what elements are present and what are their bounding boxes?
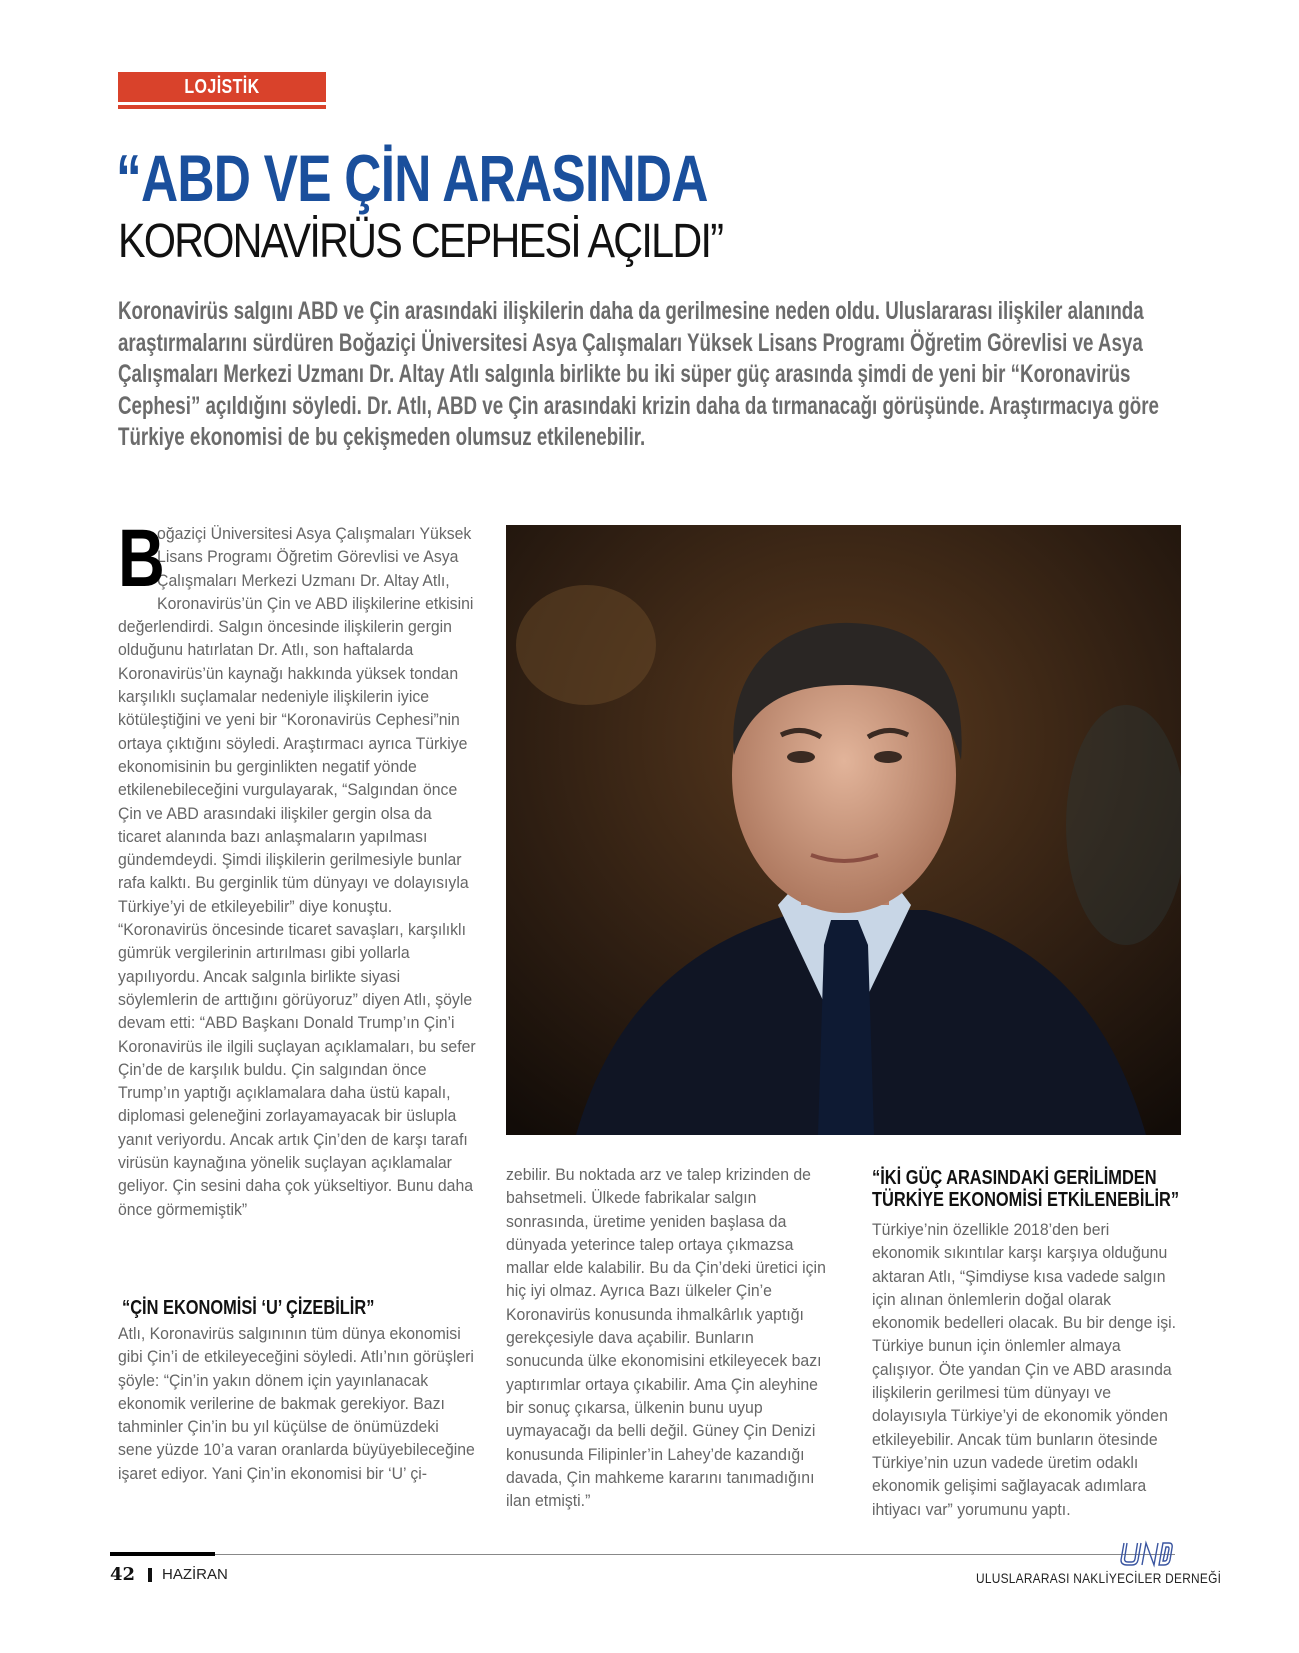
footer-rule [110, 1554, 1175, 1555]
headline-line-2: KORONAVİRÜS CEPHESİ AÇILDI” [118, 215, 723, 268]
body-paragraph: Atlı, Koronavirüs salgınının tüm dünya ekonomisi gibi Çin’i de etkileyeceğini söyledi. Atlı’nın görüşleri şöyle: “Çin’in yakın dönem için yayınlanacak ekonomik verilerine de bakmak gerekiyor. Bazı tahminler Çin’in bu yıl küçülse de önümüzdeki sene yüzde 10’a varan oranlarda büyüyebileceğine işaret ediyor. Yani Çin’in ekonomisi bir ‘U’ çi- [118, 1324, 475, 1483]
body-paragraph: oğaziçi Üniversitesi Asya Çalışmaları Yüksek Lisans Programı Öğretim Görevlisi ve Asya Çalışmaları Merkezi Uzmanı Dr. Altay Atlı, Koronavirüs’ün Çin ve ABD ilişkilerine etkisini değerlendirdi. Salgın öncesinde ilişkilerin gergin olduğunu hatırlatan Dr. Atlı, son haftalarda Koronavirüs’ün kaynağı hakkında yüksek tondan karşılıklı suçlamalar nedeniyle ilişkilerin iyice kötüleştiğini ve yeni bir “Koronavirüs Cephesi”nin ortaya çıktığını söyledi. Araştırmacı ayrıca Türkiye ekonomisinin bu gerginlikten negatif yönde etkilenebileceğini vurgulayarak, “Salgından önce Çin ve ABD arasındaki ilişkiler gergin olsa da ticaret alanında bazı anlaşmaların yapılması gündemdeydi. Şimdi ilişkilerin gerilmesiyle bunlar rafa kalktı. Bu gerginlik tüm dünyayı ve dolayısıyla Türkiye’yi de etkileyebilir” diye konuştu. [118, 524, 474, 916]
lead-paragraph: Koronavirüs salgını ABD ve Çin arasındaki ilişkilerin daha da gerilmesine neden oldu. Uluslararası ilişkiler alanında araştırmalarını sürdüren Boğaziçi Üniversitesi Asya Çalışmaları Yüksek Lisans Programı Öğretim Görevlisi ve Asya Çalışmaları Merkezi Uzmanı Dr. Altay Atlı salgınla birlikte bu iki süper güç arasında şimdi de yeni bir “Koronavirüs Cephesi” açıldığını söyledi. Dr. Atlı, ABD ve Çin arasındaki krizin daha da tırmanacağı görüşünde. Araştırmacıya göre Türkiye ekonomisi de bu çekişmeden olumsuz etkilenebilir. [118, 297, 1159, 451]
body-paragraph: Türkiye’nin özellikle 2018’den beri ekonomik sıkıntılar karşı karşıya olduğunu aktaran Atlı, “Şimdiyse kısa vadede salgın için alınan önlemlerin doğal olarak ekonomik bedelleri olacak. Bu bir denge işi. Türkiye bunun için önlemler almaya çalışıyor. Öte yandan Çin ve ABD arasında ilişkilerin gerilmesi tüm dünyayı ve dolayısıyla Türkiye’yi de ekonomik yönden etkileyebilir. Ancak tüm bunların ötesinde Türkiye’nin uzun vadede üretim odaklı ekonomik gelişimi sağlayacak adımlara ihtiyacı var” yorumunu yaptı. [872, 1220, 1177, 1519]
body-paragraph: zebilir. Bu noktada arz ve talep krizinden de bahsetmeli. Ülkede fabrikalar salgın sonrasında, üretime yeniden başlasa da dünyada yeterince talep ortaya çıkmazsa mallar elde kalabilir. Bu da Çin’deki üretici için hiç iyi olmaz. Ayrıca Bazı ülkeler Çin’e Koronavirüs konusunda ihmalkârlık yaptığı gerekçesiyle dava açabilir. Bunların sonucunda ülke ekonomisini etkileyecek bazı yaptırımlar ortaya çıkabilir. Ama Çin aleyhine bir sonuç çıkarsa, ülkenin bunu uyup uymayacağı da belli değil. Güney Çin Denizi konusunda Filipinler’in Lahey’de kazandığı davada, Çin mahkeme kararını tanımadığını ilan etmişti.” [506, 1165, 826, 1511]
publisher-name: ULUSLARARASI NAKLİYECİLER DERNEĞİ [976, 1570, 1222, 1586]
body-column-3 [872, 1218, 1179, 1521]
footer-rule-accent [110, 1552, 215, 1556]
subheading-turkey-economy [872, 1167, 1179, 1211]
issue-month: HAZİRAN [162, 1566, 228, 1583]
body-paragraph: “Koronavirüs öncesinde ticaret savaşları, karşılıklı gümrük vergilerinin artırılması gibi yollarla yapılıyordu. Ancak salgınla birlikte siyasi söylemlerin de arttığını görüyoruz” diyen Atlı, şöyle devam etti: “ABD Başkanı Donald Trump’ın Çin’i Koronavirüs ile ilgili suçlayan açıklamaları, bu sefer Çin’de de karşılık buldu. Çin salgından önce Trump’ın yaptığı açıklamalara daha üstü kapalı, diplomasi geleneğini zorlayamayacak bir üslupla yanıt veriyordu. Ancak artık Çin’den de karşı tarafı virüsün kaynağına yönelik suçlayan açıklamalar geliyor. Çin sesini daha çok yükseltiyor. Bunu daha önce görmemiştik” [118, 920, 476, 1219]
portrait-photo-icon [506, 525, 1181, 1135]
headline-line-1: “ABD VE ÇİN ARASINDA [116, 141, 708, 215]
subheading-line-2: TÜRKİYE EKONOMİSİ ETKİLENEBİLİR” [872, 1189, 1180, 1211]
section-tag-underline [118, 105, 326, 109]
und-logo-icon [1118, 1540, 1174, 1568]
section-tag-label: LOJİSTİK [184, 76, 260, 98]
body-column-1 [118, 513, 477, 1221]
body-column-2 [506, 1163, 832, 1512]
body-column-1-continued [118, 1322, 477, 1485]
subheading-china-economy: “ÇİN EKONOMİSİ ‘U’ ÇİZEBİLİR” [122, 1297, 375, 1319]
section-tag [118, 72, 326, 102]
page-number: 42 [110, 1564, 136, 1585]
subheading-line-1: “İKİ GÜÇ ARASINDAKİ GERİLİMDEN [872, 1167, 1157, 1189]
portrait-photo [506, 525, 1181, 1135]
footer-separator [148, 1568, 152, 1582]
drop-cap: B [118, 513, 165, 604]
